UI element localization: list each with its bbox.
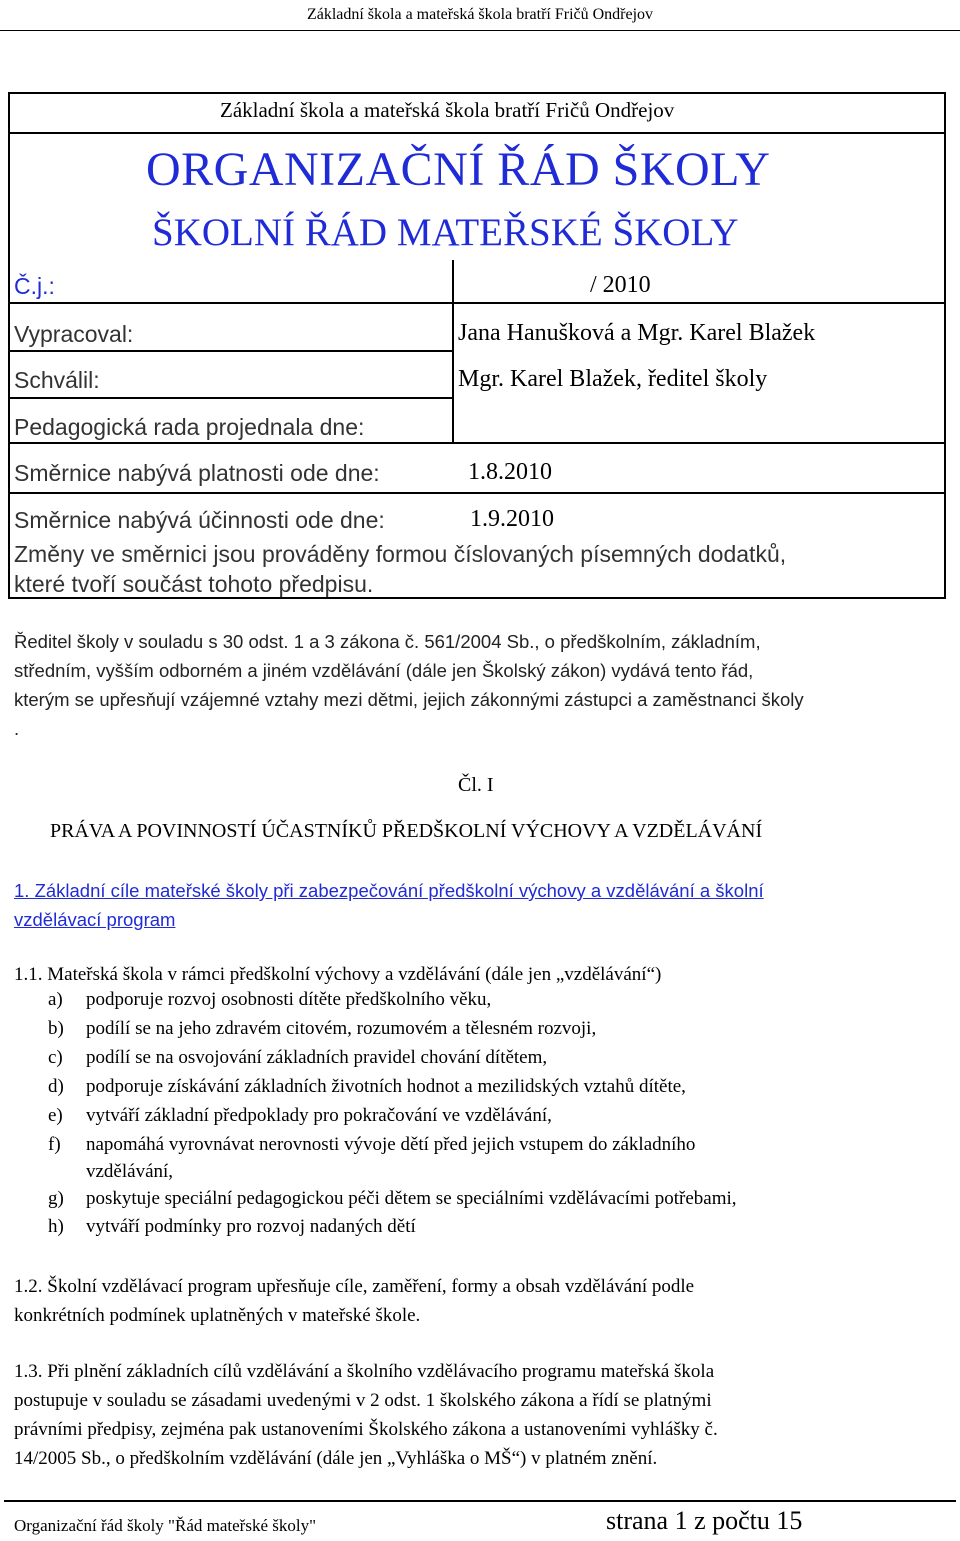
intro-paragraph — [14, 627, 946, 743]
paragraph-1-1: 1.1. Mateřská škola v rámci předškolní výchovy a vzdělávání (dále jen „vzdělávání“) — [14, 964, 662, 985]
paragraph-line: konkrétních podmínek uplatněných v mateřské škole. — [14, 1305, 421, 1326]
document-title: ORGANIZAČNÍ ŘÁD ŠKOLY — [146, 143, 771, 196]
paragraph-1-3 — [14, 1357, 946, 1473]
paragraph-line: 14/2005 Sb., o předškolním vzdělávání (dále jen „Vyhláška o MŠ“) v platném znění. — [14, 1448, 658, 1469]
list-item-text: napomáhá vyrovnávat nerovnosti vývoje dětí před jejich vstupem do základního — [86, 1134, 696, 1155]
list-item-key: f) — [48, 1134, 61, 1155]
validity-date: 1.8.2010 — [468, 459, 552, 485]
footer-page-number: strana 1 z počtu 15 — [606, 1506, 803, 1535]
list-item-text: podílí se na jeho zdravém citovém, rozumovém a tělesném rozvoji, — [86, 1018, 597, 1039]
intro-line: . — [14, 718, 20, 739]
reference-label: Č.j.: — [14, 273, 55, 299]
changes-note-line: Změny ve směrnici jsou prováděny formou číslovaných písemných dodatků, — [14, 541, 787, 567]
intro-line: středním, vyšším odborném a jiném vzdělávání (dále jen Školský zákon) vydává tento řád, — [14, 660, 754, 681]
running-header: Základní škola a mateřská škola bratří Fričů Ondřejov — [306, 6, 654, 23]
section-heading-line[interactable]: vzdělávací program — [14, 909, 176, 930]
reference-value: / 2010 — [590, 272, 651, 298]
list-item-text: vytváří základní předpoklady pro pokračování ve vzdělávání, — [86, 1105, 552, 1126]
list-item-text: podporuje rozvoj osobnosti dítěte předškolního věku, — [86, 989, 492, 1010]
list-item-key: a) — [48, 989, 63, 1010]
table-rule — [10, 397, 452, 399]
school-name: Základní škola a mateřská škola bratří Fričů Ondřejov — [220, 98, 675, 122]
paragraph-line: 1.3. Při plnění základních cílů vzdělávání a školního vzdělávacího programu mateřská škola — [14, 1361, 715, 1382]
header-divider — [0, 30, 960, 31]
list-item-text: vytváří podmínky pro rozvoj nadaných dětí — [86, 1216, 416, 1237]
list-item-text: podílí se na osvojování základních pravidel chování dítětem, — [86, 1047, 548, 1068]
article-number: Čl. I — [458, 774, 494, 796]
list-item-key: e) — [48, 1105, 63, 1126]
changes-note-line: které tvoří součást tohoto předpisu. — [14, 571, 374, 597]
table-rule — [10, 132, 944, 134]
council-label: Pedagogická rada projednala dne: — [14, 414, 365, 440]
list-item-continuation: vzdělávání, — [86, 1161, 174, 1182]
table-rule — [10, 492, 944, 494]
intro-line: kterým se upřesňují vzájemné vztahy mezi dětmi, jejich zákonnými zástupci a zaměstnanci školy — [14, 689, 804, 710]
paragraph-line: postupuje v souladu se zásadami uvedenými v 2 odst. 1 školského zákona a řídí se platnými — [14, 1390, 712, 1411]
prepared-value: Jana Hanušková a Mgr. Karel Blažek — [458, 320, 816, 346]
list-item-text: podporuje získávání základních životních hodnot a mezilidských vztahů dítěte, — [86, 1076, 686, 1097]
effective-date: 1.9.2010 — [470, 506, 554, 532]
approved-label: Schválil: — [14, 367, 100, 393]
list-item-key: b) — [48, 1018, 64, 1039]
paragraph-1-2 — [14, 1272, 946, 1330]
table-rule — [10, 442, 944, 444]
list-item-key: c) — [48, 1047, 63, 1068]
footer-document-name: Organizační řád školy "Řád mateřské školy" — [14, 1516, 317, 1535]
section-heading-line[interactable]: 1. Základní cíle mateřské školy při zabezpečování předškolní výchovy a vzdělávání a školní — [14, 880, 764, 901]
intro-line: Ředitel školy v souladu s 30 odst. 1 a 3 zákona č. 561/2004 Sb., o předškolním, základním, — [14, 631, 761, 652]
prepared-label: Vypracoval: — [14, 321, 134, 347]
paragraph-line: 1.2. Školní vzdělávací program upřesňuje cíle, zaměření, formy a obsah vzdělávání podle — [14, 1276, 695, 1297]
list-item-key: h) — [48, 1216, 64, 1237]
list-item-key: g) — [48, 1188, 64, 1209]
list-item-key: d) — [48, 1076, 64, 1097]
section-heading[interactable] — [14, 876, 764, 934]
document-subtitle: ŠKOLNÍ ŘÁD MATEŘSKÉ ŠKOLY — [152, 211, 739, 254]
validity-label: Směrnice nabývá platnosti ode dne: — [14, 460, 380, 486]
article-title: PRÁVA A POVINNOSTÍ ÚČASTNÍKŮ PŘEDŠKOLNÍ VÝCHOVY A VZDĚLÁVÁNÍ — [50, 820, 763, 842]
table-rule — [10, 350, 452, 352]
table-column-rule — [452, 260, 454, 444]
table-rule — [10, 302, 944, 304]
approved-value: Mgr. Karel Blažek, ředitel školy — [458, 366, 768, 392]
effective-label: Směrnice nabývá účinnosti ode dne: — [14, 507, 385, 533]
paragraph-line: právními předpisy, zejména pak ustanoveními Školského zákona a ustanoveními vyhlášky č. — [14, 1419, 718, 1440]
list-item-text: poskytuje speciální pedagogickou péči dětem se speciálními vzdělávacími potřebami, — [86, 1188, 737, 1209]
footer-divider — [4, 1500, 956, 1502]
